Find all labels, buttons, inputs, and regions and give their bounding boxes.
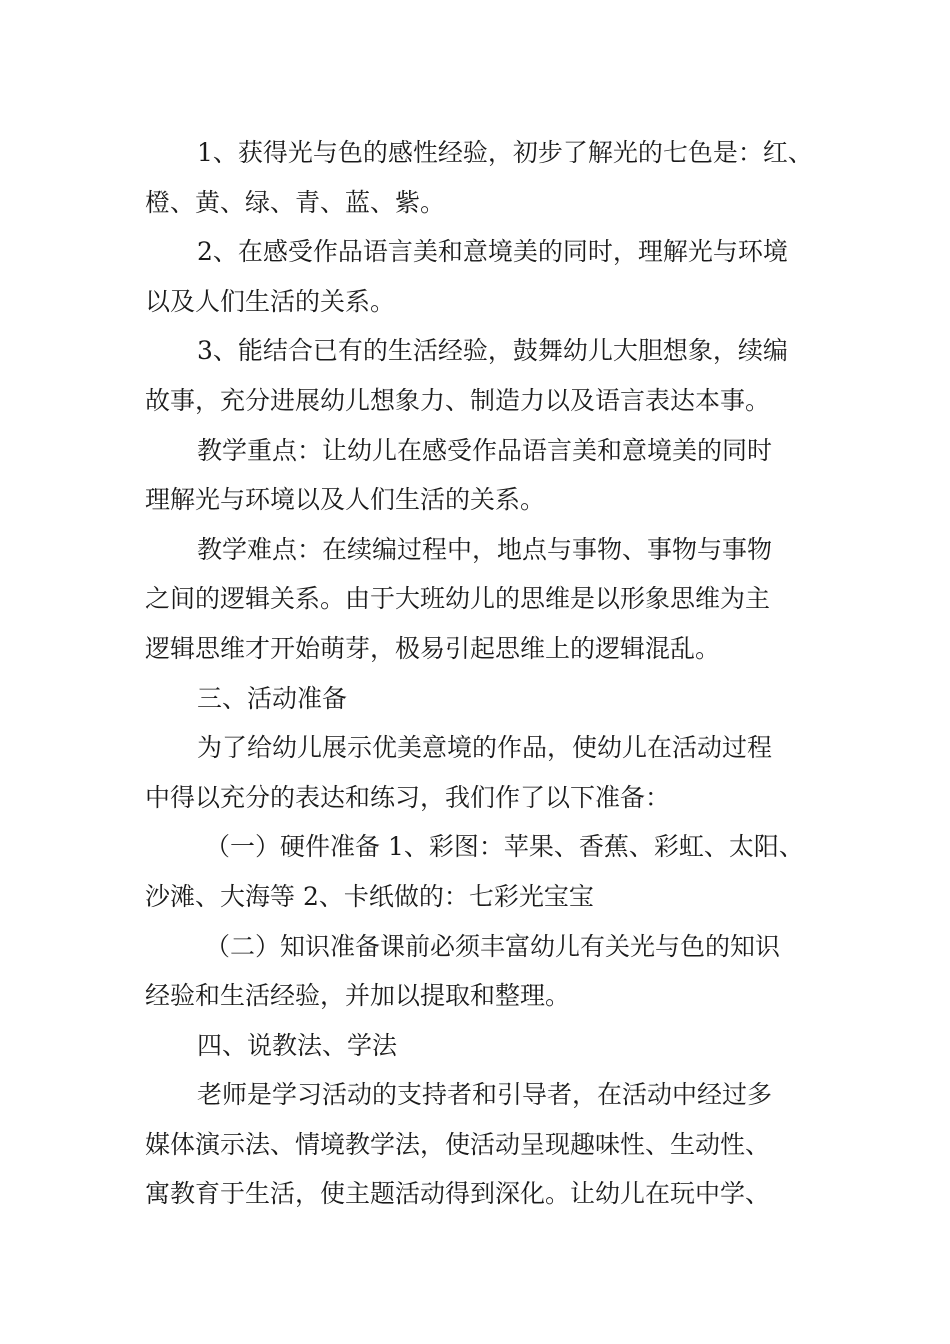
paragraph-line: 3、能结合已有的生活经验，鼓舞幼儿大胆想象，续编 — [197, 336, 788, 366]
paragraph-line: 老师是学习活动的支持者和引导者，在活动中经过多 — [197, 1080, 773, 1110]
paragraph-line: 经验和生活经验，并加以提取和整理。 — [145, 981, 571, 1011]
paragraph-line: （一）硬件准备 1、彩图：苹果、香蕉、彩虹、太阳、 — [205, 832, 804, 862]
paragraph-line: 为了给幼儿展示优美意境的作品，使幼儿在活动过程 — [197, 733, 773, 763]
paragraph-line: 以及人们生活的关系。 — [145, 286, 396, 316]
document-body — [145, 128, 825, 1219]
paragraph-line: 之间的逻辑关系。由于大班幼儿的思维是以形象思维为主 — [145, 584, 771, 614]
paragraph-line: 寓教育于生活，使主题活动得到深化。让幼儿在玩中学、 — [145, 1179, 771, 1209]
section-heading: 三、活动准备 — [197, 683, 348, 713]
paragraph-line: 媒体演示法、情境教学法，使活动呈现趣味性、生动性、 — [145, 1129, 771, 1159]
paragraph-line: 教学难点：在续编过程中，地点与事物、事物与事物 — [197, 534, 773, 564]
paragraph-line: 逻辑思维才开始萌芽，极易引起思维上的逻辑混乱。 — [145, 633, 721, 663]
paragraph-line: （二）知识准备课前必须丰富幼儿有关光与色的知识 — [205, 931, 781, 961]
paragraph-line: 橙、黄、绿、青、蓝、紫。 — [145, 187, 446, 217]
paragraph-line: 教学重点：让幼儿在感受作品语言美和意境美的同时 — [197, 435, 773, 465]
paragraph-line: 沙滩、大海等 2、卡纸做的：七彩光宝宝 — [145, 881, 594, 911]
section-heading: 四、说教法、学法 — [197, 1030, 398, 1060]
paragraph-line: 中得以充分的表达和练习，我们作了以下准备： — [145, 782, 671, 812]
paragraph-line: 故事，充分进展幼儿想象力、制造力以及语言表达本事。 — [145, 385, 771, 415]
paragraph-line: 2、在感受作品语言美和意境美的同时，理解光与环境 — [197, 237, 788, 267]
paragraph-line: 1、获得光与色的感性经验，初步了解光的七色是：红、 — [197, 138, 813, 167]
paragraph-line: 理解光与环境以及人们生活的关系。 — [145, 485, 546, 515]
